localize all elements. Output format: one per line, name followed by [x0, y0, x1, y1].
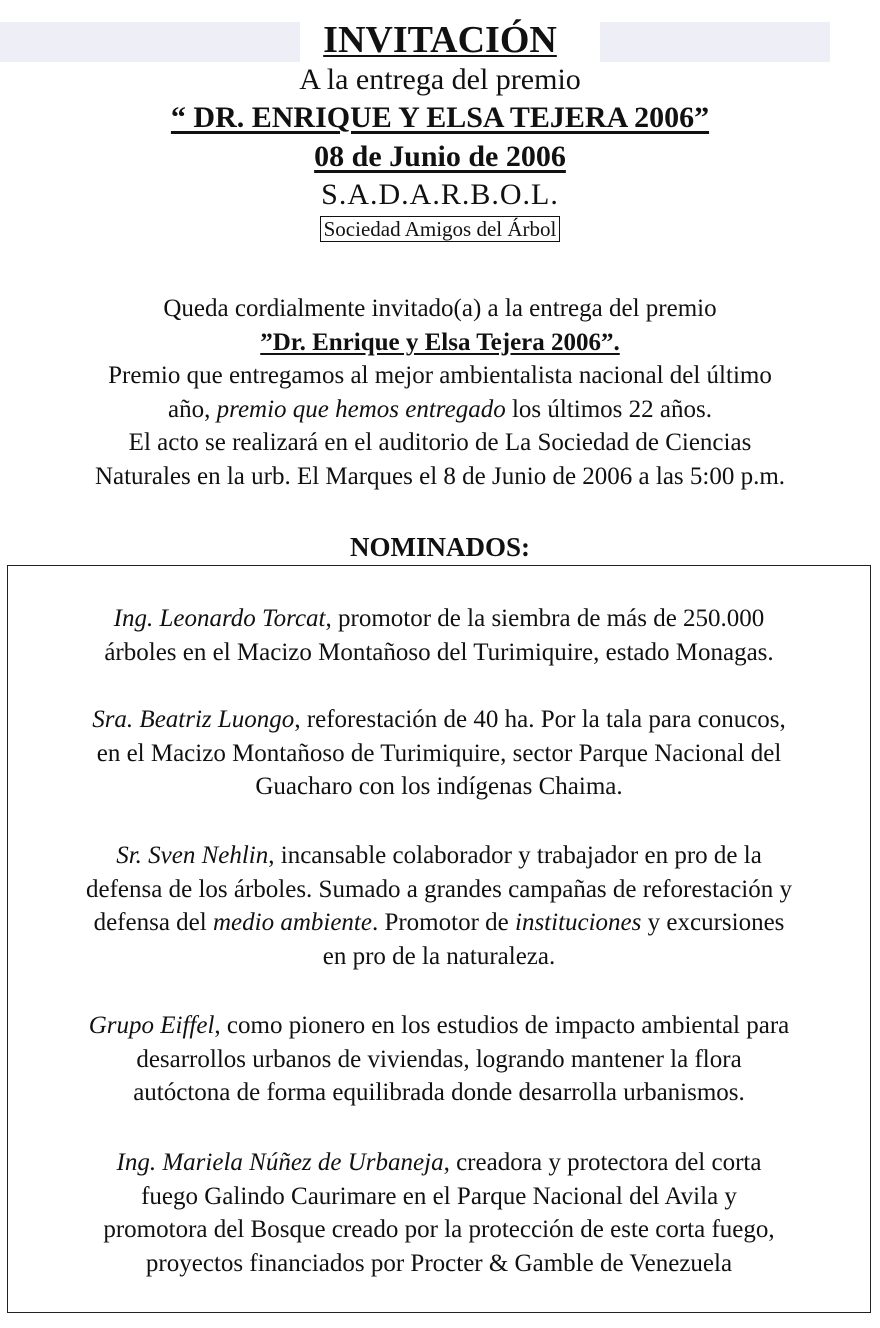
- award-name: “ DR. ENRIQUE Y ELSA TEJERA 2006”: [170, 101, 710, 134]
- nominee-line: defensa del medio ambiente. Promotor de instituciones y excursiones: [93, 909, 785, 936]
- nominee-line: [8, 1009, 870, 1043]
- invitation-subtitle: A la entrega del premio: [299, 63, 581, 96]
- nominee-entry: [8, 703, 870, 804]
- organization-acronym: S.A.D.A.R.B.O.L.: [321, 178, 559, 211]
- nominee-entry: [8, 1009, 870, 1110]
- nominee-line: desarrollos urbanos de viviendas, logrando mantener la flora: [136, 1045, 742, 1073]
- nominee-line: en pro de la naturaleza.: [322, 942, 556, 970]
- intro-line: Naturales en la urb. El Marques el 8 de Junio de 2006 a las 5:00 p.m.: [94, 462, 786, 490]
- intro-line: El acto se realizará en el auditorio de La Sociedad de Ciencias: [128, 429, 752, 456]
- nominee-line: defensa de los árboles. Sumado a grandes campañas de reforestación y: [86, 875, 792, 903]
- nominee-text: , reforestación de 40 ha. Por la tala para conucos,: [294, 706, 786, 733]
- invitation-title: INVITACIÓN: [323, 19, 557, 61]
- nominee-line: [8, 1146, 870, 1180]
- nominee-line: fuego Galindo Caurimare en el Parque Nacional del Avila y: [141, 1182, 737, 1210]
- intro-line: Queda cordialmente invitado(a) a la entrega del premio: [163, 295, 717, 322]
- nominee-text: , promotor de la siembra de más de 250.000: [325, 605, 765, 632]
- nominee-name: Sra. Beatriz Luongo: [92, 706, 295, 733]
- nominee-line: árboles en el Macizo Montañoso del Turimiquire, estado Monagas.: [104, 638, 774, 666]
- nominee-line: autóctona de forma equilibrada donde desarrolla urbanismos.: [133, 1079, 745, 1106]
- nominee-line: en el Macizo Montañoso de Turimiquire, sector Parque Nacional del: [96, 739, 782, 767]
- nominee-line: proyectos financiados por Procter & Gamble de Venezuela: [145, 1249, 733, 1277]
- nominee-entry: [8, 1146, 870, 1280]
- nominee-line: Guacharo con los indígenas Chaima.: [255, 773, 623, 800]
- nominee-name: Sr. Sven Nehlin: [116, 842, 269, 869]
- nominee-entry: [8, 839, 870, 973]
- nominee-line: [8, 839, 870, 873]
- intro-text: los últimos 22 años.: [505, 395, 712, 423]
- nominee-entry: [8, 602, 870, 669]
- nominee-line: [8, 703, 870, 737]
- organization-name: Sociedad Amigos del Árbol: [320, 216, 561, 242]
- intro-italic-text: premio que hemos entregado: [216, 395, 506, 423]
- nominee-line: [8, 602, 870, 636]
- nominee-text: , creadora y protectora del corta: [443, 1149, 762, 1176]
- nominee-text: , incansable colaborador y trabajador en pro de la: [268, 842, 762, 869]
- intro-text: año,: [168, 395, 217, 423]
- nominee-text: , como pionero en los estudios de impacto ambiental para: [214, 1012, 790, 1039]
- invitation-body: [20, 292, 860, 493]
- nominee-name: Grupo Eiffel: [88, 1012, 215, 1039]
- invitation-header: [0, 18, 880, 242]
- nominee-line: promotora del Bosque creado por la protección de este corta fuego,: [103, 1216, 775, 1243]
- intro-line: [20, 393, 860, 427]
- intro-line: Premio que entregamos al mejor ambientalista nacional del último: [108, 362, 772, 389]
- intro-award-name: ”Dr. Enrique y Elsa Tejera 2006”.: [260, 328, 620, 356]
- event-date: 08 de Junio de 2006: [314, 140, 566, 173]
- nominees-box: [7, 565, 871, 1313]
- nominee-name: Ing. Leonardo Torcat: [113, 605, 326, 632]
- nominees-heading: NOMINADOS:: [350, 532, 530, 562]
- nominee-name: Ing. Mariela Núñez de Urbaneja: [116, 1149, 444, 1176]
